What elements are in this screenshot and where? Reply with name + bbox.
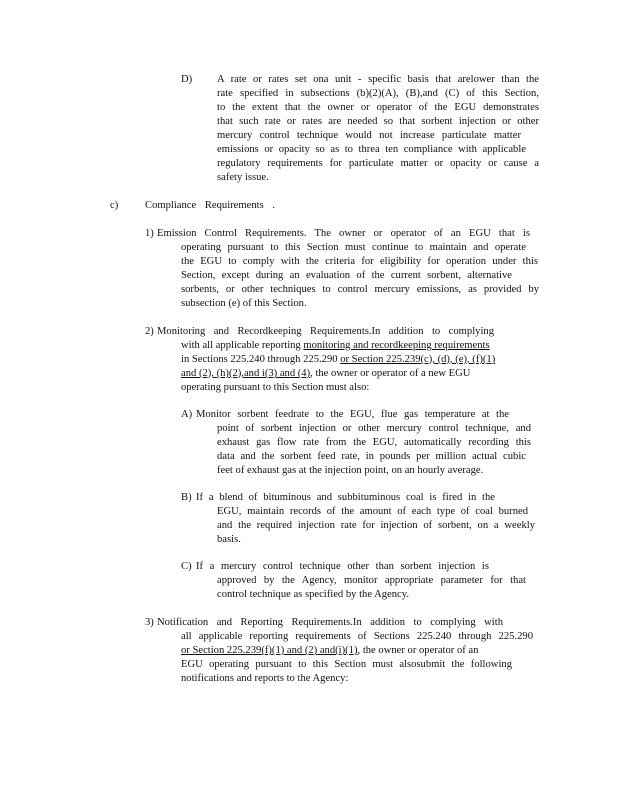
sub-a-line: point of sorbent injection or other mercury control technique, and: [217, 423, 531, 434]
section-d-line: safety issue.: [217, 172, 269, 183]
sub-b-line: basis.: [217, 534, 241, 545]
item-1-line: Emission Control Requirements. The owner or operator of an EGU that is: [157, 228, 530, 239]
item-2-line: [181, 339, 490, 352]
item-2-number: 2): [145, 326, 154, 337]
sub-b-line: EGU, maintain records of the amount of each type of coal burned: [217, 506, 528, 517]
item-3-line: [181, 644, 478, 657]
sub-a-line: feet of exhaust gas at the injection point, on an hourly average.: [217, 465, 484, 476]
item-3-text: , the owner or operator of an: [357, 645, 479, 656]
section-d-line: rate specified in subsections (b)(2)(A), (B),and (C) of this Section,: [217, 88, 539, 99]
sub-c-line: control technique as specified by the Agency.: [217, 589, 409, 600]
item-2-amended-text: and (2), (h)(2),and i(3) and (4): [181, 368, 311, 379]
section-d-marker: D): [181, 74, 193, 85]
item-1-line: subsection (e) of this Section.: [181, 298, 307, 309]
item-3-amended-text: or Section 225.239(f)(1) and (2) and(i)(1): [181, 645, 358, 656]
item-2-text: with all applicable reporting: [181, 340, 304, 351]
section-d-line: A rate or rates set ona unit - specific basis that arelower than the: [217, 74, 539, 85]
section-c-marker: c): [110, 200, 119, 211]
section-d-line: to the extent that the owner or operator of the EGU demonstrates: [217, 102, 539, 113]
item-2-text: , the owner or operator of a new EGU: [310, 368, 471, 379]
sub-c-marker: C): [181, 561, 192, 572]
item-3-number: 3): [145, 617, 154, 628]
sub-a-line: Monitor sorbent feedrate to the EGU, flue gas temperature at the: [196, 409, 509, 420]
item-1-number: 1): [145, 228, 154, 239]
sub-b-line: and the required injection rate for injection of sorbent, on a weekly: [217, 520, 535, 531]
sub-b-line: If a blend of bituminous and subbituminous coal is fired in the: [196, 492, 495, 503]
section-d-line: regulatory requirements for particulate matter or opacity or cause a: [217, 158, 539, 169]
item-2-amended-text: or Section 225.239(c), (d), (e), (f)(1): [340, 354, 496, 365]
sub-c-line: approved by the Agency, monitor appropriate parameter for that: [217, 575, 526, 586]
item-2-line: [181, 353, 495, 366]
section-d-line: mercury control technique would not increase particulate matter: [217, 130, 521, 141]
item-2-amended-text: monitoring and recordkeeping requirements: [303, 340, 490, 351]
item-2-line: [181, 367, 470, 380]
sub-a-marker: A): [181, 409, 193, 420]
item-3-line: EGU operating pursuant to this Section must alsosubmit the following: [181, 659, 512, 670]
sub-a-line: exhaust gas flow rate from the EGU, automatically recording this: [217, 437, 531, 448]
item-3-line: notifications and reports to the Agency:: [181, 673, 349, 684]
section-c-title: Compliance Requirements .: [145, 200, 275, 211]
item-1-line: the EGU to comply with the criteria for eligibility for operation under this: [181, 256, 538, 267]
item-3-line: all applicable reporting requirements of Sections 225.240 through 225.290: [181, 631, 533, 642]
section-d-line: emissions or opacity so as to threa ten compliance with applicable: [217, 144, 526, 155]
item-1-line: sorbents, or other techniques to control mercury emissions, as provided by: [181, 284, 539, 295]
sub-c-line: If a mercury control technique other than sorbent injection is: [196, 561, 489, 572]
item-1-line: operating pursuant to this Section must continue to maintain and operate: [181, 242, 526, 253]
section-d-line: that such rate or rates are needed so that sorbent injection or other: [217, 116, 539, 127]
item-2-line: Monitoring and Recordkeeping Requirements.In addition to complying: [157, 326, 494, 337]
item-2-line: operating pursuant to this Section must also:: [181, 382, 370, 393]
sub-a-line: data and the sorbent feed rate, in pounds per million actual cubic: [217, 451, 526, 462]
item-2-text: in Sections 225.240 through 225.290: [181, 354, 341, 365]
sub-b-marker: B): [181, 492, 192, 503]
item-1-line: Section, except during an evaluation of the current sorbent, alternative: [181, 270, 512, 281]
item-3-line: Notification and Reporting Requirements.In addition to complying with: [157, 617, 503, 628]
